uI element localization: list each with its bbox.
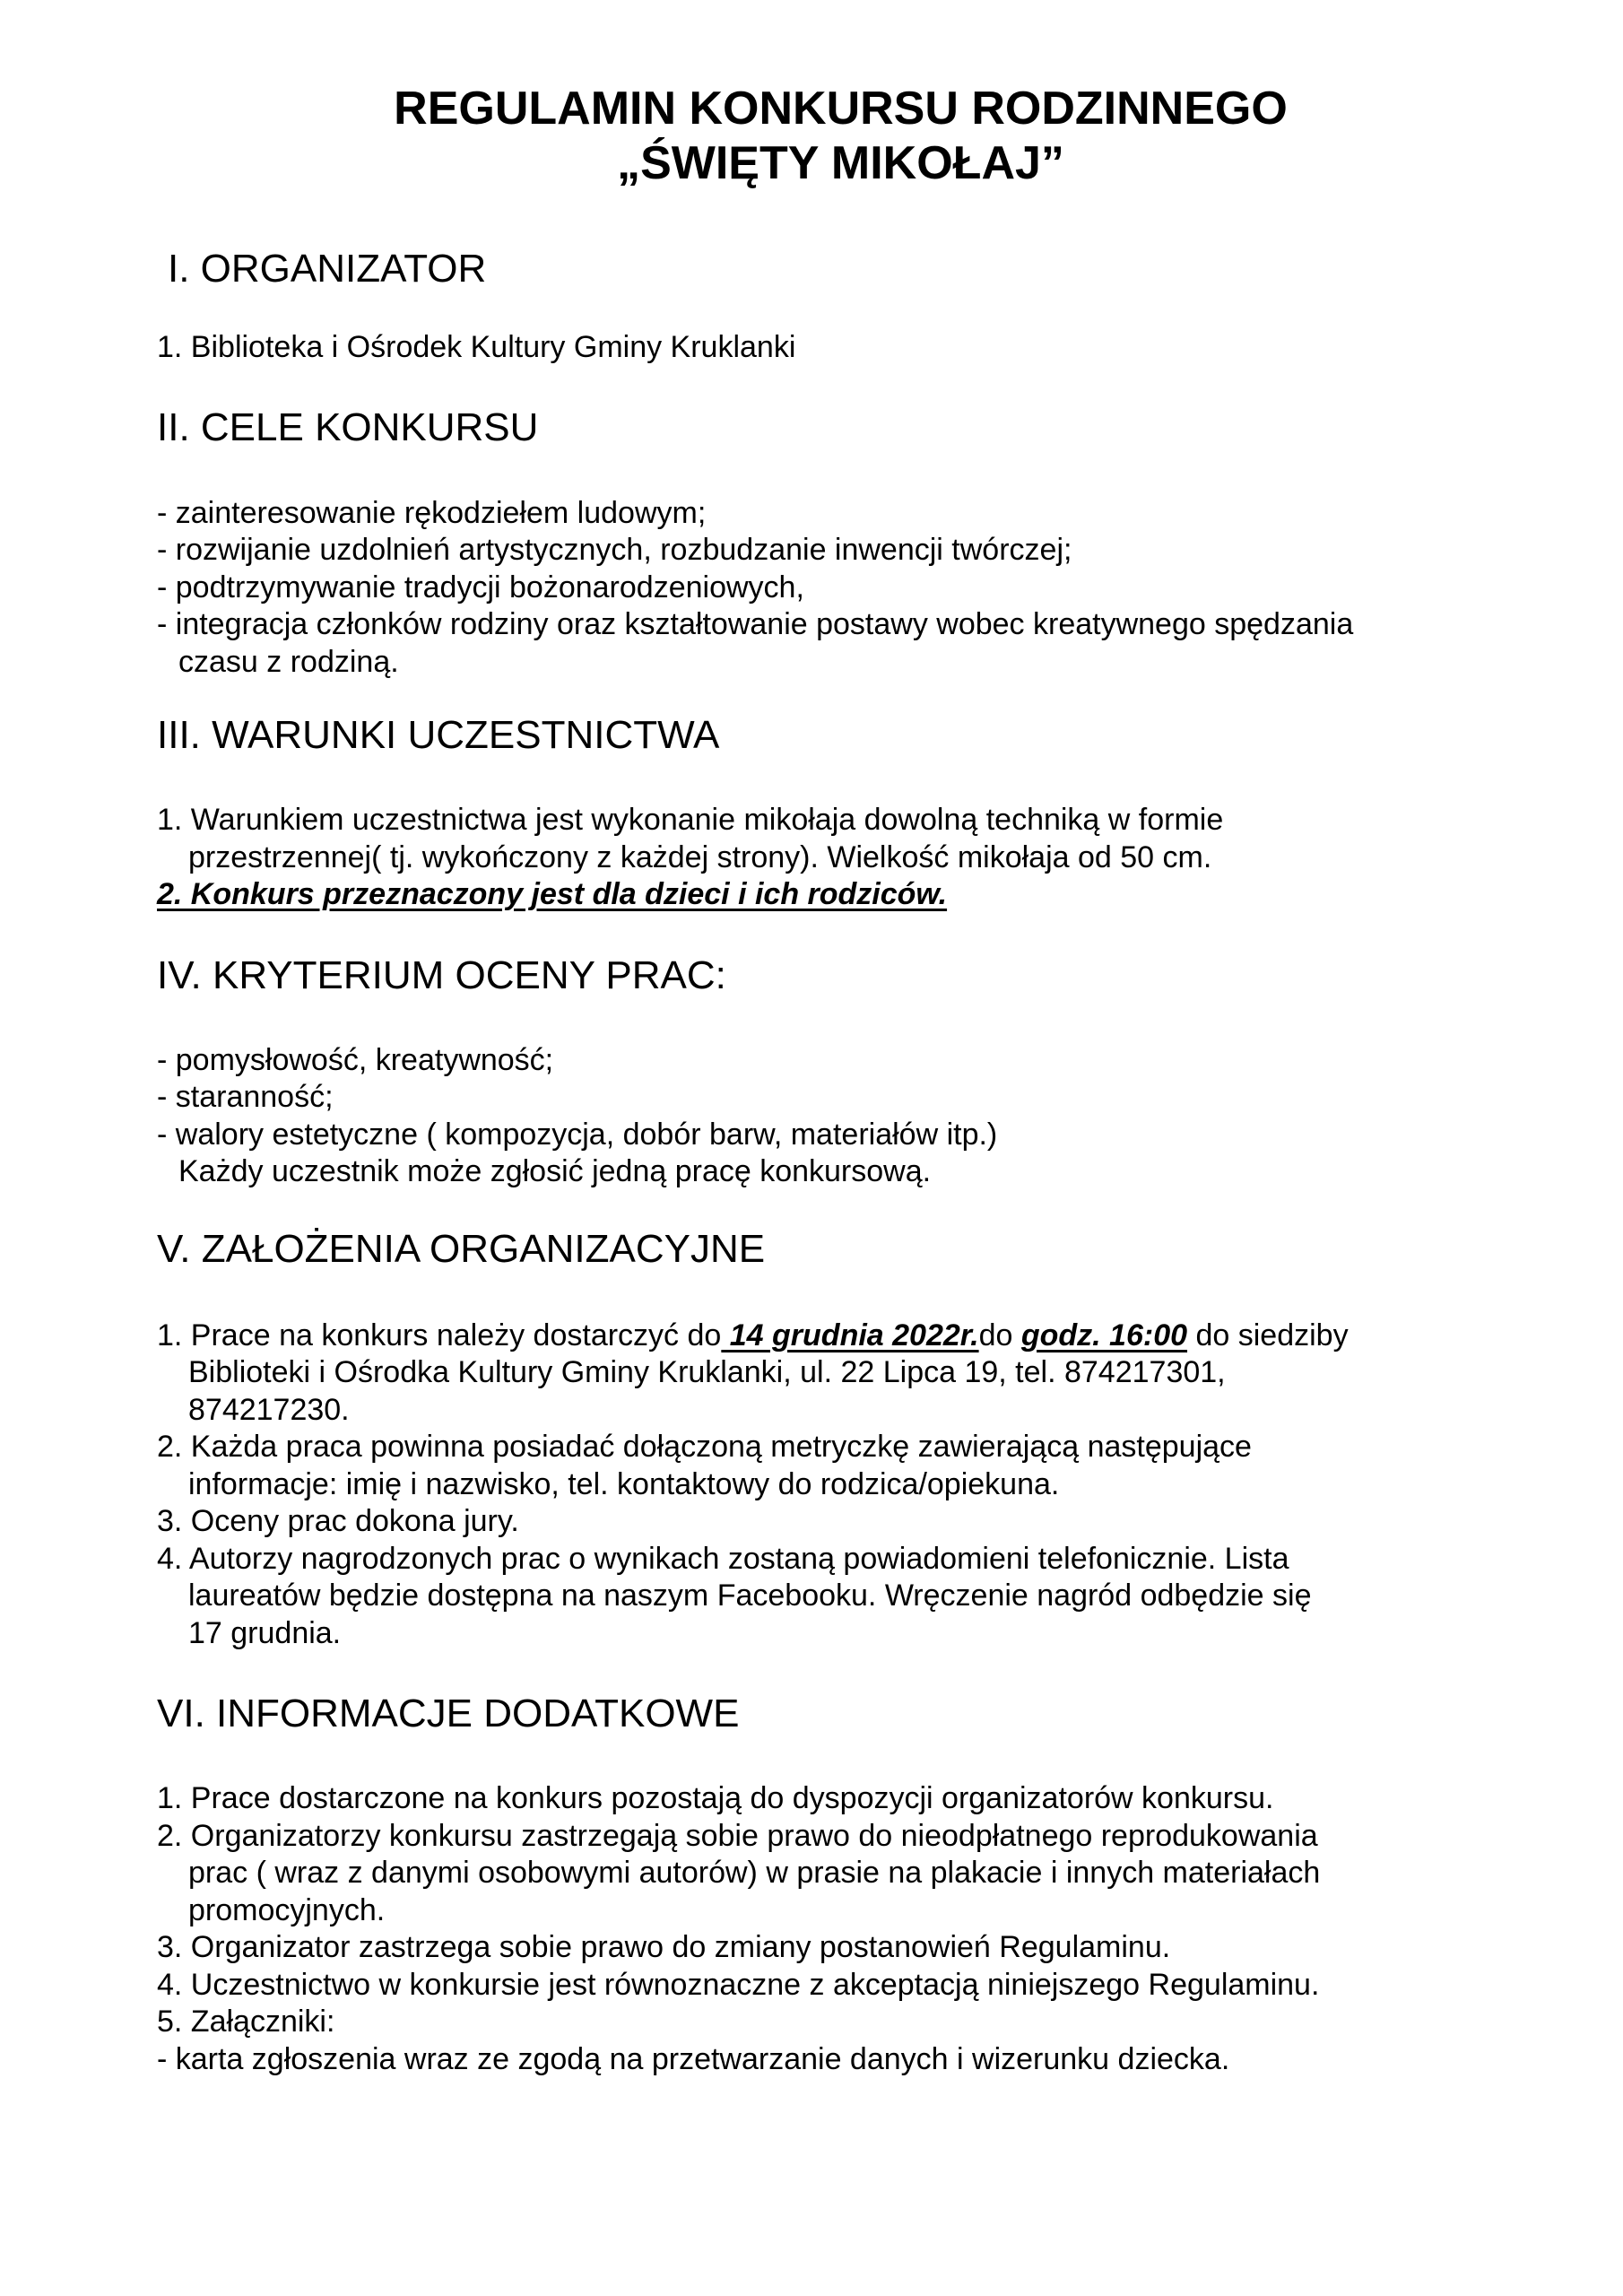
line: informacje: imię i nazwisko, tel. kontaktowy do rodzica/opiekuna. <box>188 1466 1060 1501</box>
line: laureatów będzie dostępna na naszym Facebooku. Wręczenie nagród odbędzie się <box>188 1578 1312 1613</box>
line: 874217230. <box>188 1392 350 1427</box>
text-segment: 1. Prace na konkurs należy dostarczyć do <box>157 1318 722 1352</box>
line: 1. Warunkiem uczestnictwa jest wykonanie mikołaja dowolną techniką w formie <box>157 803 1224 837</box>
section-heading-organizator: I. ORGANIZATOR <box>168 247 487 291</box>
line: 2. Organizatorzy konkursu zastrzegają sobie prawo do nieodpłatnego reprodukowania <box>157 1818 1318 1853</box>
section-heading-kryterium-oceny: IV. KRYTERIUM OCENY PRAC: <box>157 952 726 997</box>
line: 17 grudnia. <box>188 1615 342 1650</box>
line: - rozwijanie uzdolnień artystycznych, rozbudzanie inwencji twórczej; <box>157 533 1072 567</box>
line: - pomysłowość, kreatywność; <box>157 1042 554 1077</box>
line <box>157 876 1524 914</box>
section-heading-cele-konkursu: II. CELE KONKURSU <box>157 404 539 449</box>
line: - integracja członków rodziny oraz kształtowanie postawy wobec kreatywnego spędzania <box>157 607 1354 641</box>
line: 1. Biblioteka i Ośrodek Kultury Gminy Kruklanki <box>157 330 796 364</box>
section-heading-warunki-uczestnictwa: III. WARUNKI UCZESTNICTWA <box>157 713 720 757</box>
section-heading-informacje-dodatkowe: VI. INFORMACJE DODATKOWE <box>157 1692 740 1735</box>
title-line-1: REGULAMIN KONKURSU RODZINNEGO <box>394 83 1288 135</box>
section-heading-zalozenia-organizacyjne: V. ZAŁOŻENIA ORGANIZACYJNE <box>157 1226 766 1271</box>
section-organizator-body <box>157 329 1524 367</box>
line: 2. Każda praca powinna posiadać dołączoną metryczkę zawierającą następujące <box>157 1430 1252 1464</box>
line: 3. Oceny prac dokona jury. <box>157 1504 519 1538</box>
line: - podtrzymywanie tradycji bożonarodzeniowych, <box>157 570 804 604</box>
text-segment: do <box>978 1318 1021 1352</box>
deadline-time: godz. 16:00 <box>1020 1318 1188 1352</box>
line: - staranność; <box>157 1080 334 1114</box>
line: 3. Organizator zastrzega sobie prawo do zmiany postanowień Regulaminu. <box>157 1930 1171 1964</box>
line: prac ( wraz z danymi osobowymi autorów) w prasie na plakacie i innych materiałach <box>188 1856 1321 1890</box>
section-kryterium-oceny-body <box>157 1042 1524 1191</box>
line: promocyjnych. <box>188 1892 386 1927</box>
section-cele-konkursu-body <box>157 495 1524 682</box>
section-informacje-dodatkowe-body <box>157 1780 1524 2078</box>
line: Biblioteki i Ośrodka Kultury Gminy Kruklanki, ul. 22 Lipca 19, tel. 874217301, <box>188 1355 1226 1389</box>
title-line-2: „ŚWIĘTY MIKOŁAJ” <box>617 137 1064 189</box>
line: czasu z rodziną. <box>178 644 399 679</box>
line: Każdy uczestnik może zgłosić jedną pracę konkursową. <box>178 1154 932 1188</box>
document-title <box>157 82 1524 191</box>
line: 1. Prace dostarczone na konkurs pozostają do dyspozycji organizatorów konkursu. <box>157 1781 1274 1815</box>
line: - walory estetyczne ( kompozycja, dobór barw, materiałów itp.) <box>157 1117 998 1152</box>
line: 5. Załączniki: <box>157 2005 335 2039</box>
section-warunki-uczestnictwa-body <box>157 802 1524 914</box>
line: 4. Uczestnictwo w konkursie jest równoznaczne z akceptacją niniejszego Regulaminu. <box>157 1967 1320 2002</box>
line: przestrzennej( tj. wykończony z każdej strony). Wielkość mikołaja od 50 cm. <box>188 839 1212 874</box>
section-zalozenia-organizacyjne-body <box>157 1318 1524 1653</box>
deadline-date: 14 grudnia 2022r. <box>721 1318 979 1352</box>
emphasized-text: 2. Konkurs przeznaczony jest dla dzieci i ich rodziców. <box>157 877 948 911</box>
line: - zainteresowanie rękodziełem ludowym; <box>157 495 707 530</box>
line <box>157 1318 1524 1355</box>
text-segment: do siedziby <box>1187 1318 1349 1352</box>
line: 4. Autorzy nagrodzonych prac o wynikach zostaną powiadomieni telefonicznie. Lista <box>157 1541 1289 1576</box>
line: - karta zgłoszenia wraz ze zgodą na przetwarzanie danych i wizerunku dziecka. <box>157 2041 1230 2076</box>
